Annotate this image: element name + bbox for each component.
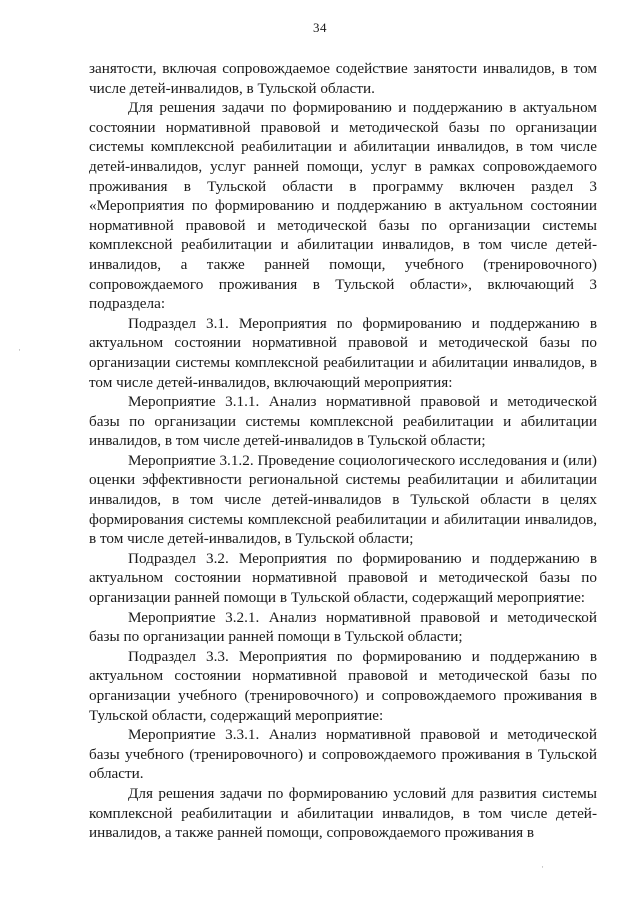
paragraph-section-3-intro: Для решения задачи по формированию и поддержанию в актуальном состоянии нормативной правовой и методической базы по организации системы комплексной реабилитации и абилитации инвалидов, в том числе детей-инвалидов, услуг ранней помощи, услуг в рамках сопровождаемого проживания в Тульской области в программу включен раздел 3 «Мероприятия по формированию и поддержанию в актуальном состоянии нормативной правовой и методической базы по организации системы комплексной реабилитации и абилитации инвалидов, в том числе детей-инвалидов, а также ранней помощи, учебного (тренировочного) сопровождаемого проживания в Тульской области», включающий 3 подраздела: — [89, 99, 597, 313]
scan-speck: · — [541, 862, 544, 872]
paragraph-measure-3-1-1: Мероприятие 3.1.1. Анализ нормативной правовой и методической базы по организации системы комплексной реабилитации и абилитации инвалидов, в том числе детей-инвалидов в Тульской области; — [89, 393, 597, 450]
page-number: 34 — [313, 20, 327, 35]
paragraph-measure-3-2-1: Мероприятие 3.2.1. Анализ нормативной правовой и методической базы по организации ранней помощи в Тульской области; — [89, 608, 597, 646]
paragraph-measure-3-3-1: Мероприятие 3.3.1. Анализ нормативной правовой и методической базы учебного (тренировочного) и сопровождаемого проживания в Тульской области. — [89, 726, 597, 783]
scan-speck: · — [18, 345, 21, 355]
paragraph-subsection-3-2: Подраздел 3.2. Мероприятия по формированию и поддержанию в актуальном состоянии нормативной правовой и методической базы по организации ранней помощи в Тульской области, содержащий мероприятие: — [89, 549, 597, 607]
paragraph-subsection-3-3: Подраздел 3.3. Мероприятия по формированию и поддержанию в актуальном состоянии нормативной правовой и методической базы по организации учебного (тренировочного) и сопровождаемого проживания в Тульской области, содержащий мероприятие: — [89, 647, 597, 724]
document-body — [89, 59, 597, 843]
paragraph-continuation: занятости, включая сопровождаемое содействие занятости инвалидов, в том числе детей-инвалидов, в Тульской области. — [89, 60, 597, 97]
paragraph-next-task: Для решения задачи по формированию условий для развития системы комплексной реабилитации и абилитации инвалидов, в том числе детей-инвалидов, а также ранней помощи, сопровождаемого проживания в — [89, 784, 597, 842]
paragraph-measure-3-1-2: Мероприятие 3.1.2. Проведение социологического исследования и (или) оценки эффективности региональной системы реабилитации и абилитации инвалидов, в том числе детей-инвалидов в Тульской области в целях формирования системы комплексной реабилитации и абилитации инвалидов, в том числе детей-инвалидов, в Тульской области; — [89, 451, 597, 548]
paragraph-subsection-3-1: Подраздел 3.1. Мероприятия по формированию и поддержанию в актуальном состоянии нормативной правовой и методической базы по организации системы комплексной реабилитации и абилитации инвалидов, в том числе детей-инвалидов, включающий мероприятия: — [89, 314, 597, 391]
